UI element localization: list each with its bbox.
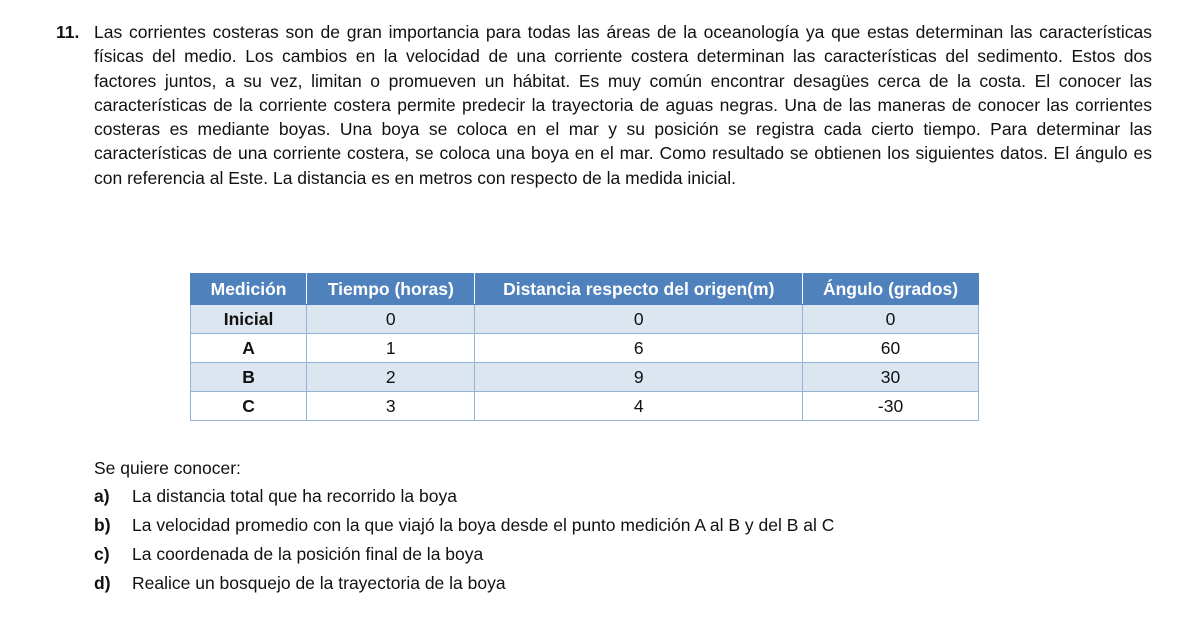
cell-distancia: 6 [475, 334, 803, 363]
header-angulo: Ángulo (grados) [803, 274, 979, 305]
question-letter: b) [94, 515, 111, 535]
table-row [191, 363, 979, 392]
cell-distancia: 9 [475, 363, 803, 392]
cell-tiempo: 0 [307, 305, 475, 334]
question-letter: d) [94, 573, 111, 593]
question-text: La distancia total que ha recorrido la boya [132, 486, 457, 506]
list-item [94, 569, 834, 598]
question-text: Realice un bosquejo de la trayectoria de la boya [132, 573, 506, 593]
list-item [94, 482, 834, 511]
cell-angulo: 30 [803, 363, 979, 392]
cell-medicion: A [191, 334, 307, 363]
problem-number: 11. [56, 22, 80, 42]
cell-distancia: 4 [475, 392, 803, 421]
questions-section [94, 454, 834, 598]
cell-distancia: 0 [475, 305, 803, 334]
questions-intro: Se quiere conocer: [94, 458, 241, 478]
cell-tiempo: 3 [307, 392, 475, 421]
problem-text: Las corrientes costeras son de gran importancia para todas las áreas de la oceanología ya que estas determinan las características físicas del medio. Los cambios en la velocidad de una corriente costera determinan las características del sedimento. Estos dos factores juntos, a su vez, limitan o promueven un hábitat. Es muy común encontrar desagües cerca de la costa. El conocer las características de la corriente costera permite predecir la trayectoria de aguas negras. Una de las maneras de conocer las corrientes costeras es mediante boyas. Una boya se coloca en el mar y su posición se registra cada cierto tiempo. Para determinar las características de una corriente costera, se coloca una boya en el mar. Como resultado se obtienen los siguientes datos. El ángulo es con referencia al Este. La distancia es en metros con respecto de la medida inicial. [94, 22, 1152, 188]
cell-tiempo: 2 [307, 363, 475, 392]
question-letter: a) [94, 486, 110, 506]
cell-angulo: 60 [803, 334, 979, 363]
cell-angulo: 0 [803, 305, 979, 334]
table-row [191, 392, 979, 421]
list-item [94, 511, 834, 540]
cell-tiempo: 1 [307, 334, 475, 363]
question-letter: c) [94, 544, 110, 564]
question-text: La velocidad promedio con la que viajó la boya desde el punto medición A al B y del B al C [132, 515, 835, 535]
table-row [191, 334, 979, 363]
cell-medicion: Inicial [191, 305, 307, 334]
header-distancia: Distancia respecto del origen(m) [475, 274, 803, 305]
buoy-data-table [190, 273, 979, 421]
cell-angulo: -30 [803, 392, 979, 421]
header-tiempo: Tiempo (horas) [307, 274, 475, 305]
table-header-row [191, 274, 979, 305]
header-medicion: Medición [191, 274, 307, 305]
table-row [191, 305, 979, 334]
question-text: La coordenada de la posición final de la boya [132, 544, 484, 564]
questions-list [94, 482, 834, 598]
list-item [94, 540, 834, 569]
cell-medicion: B [191, 363, 307, 392]
cell-medicion: C [191, 392, 307, 421]
